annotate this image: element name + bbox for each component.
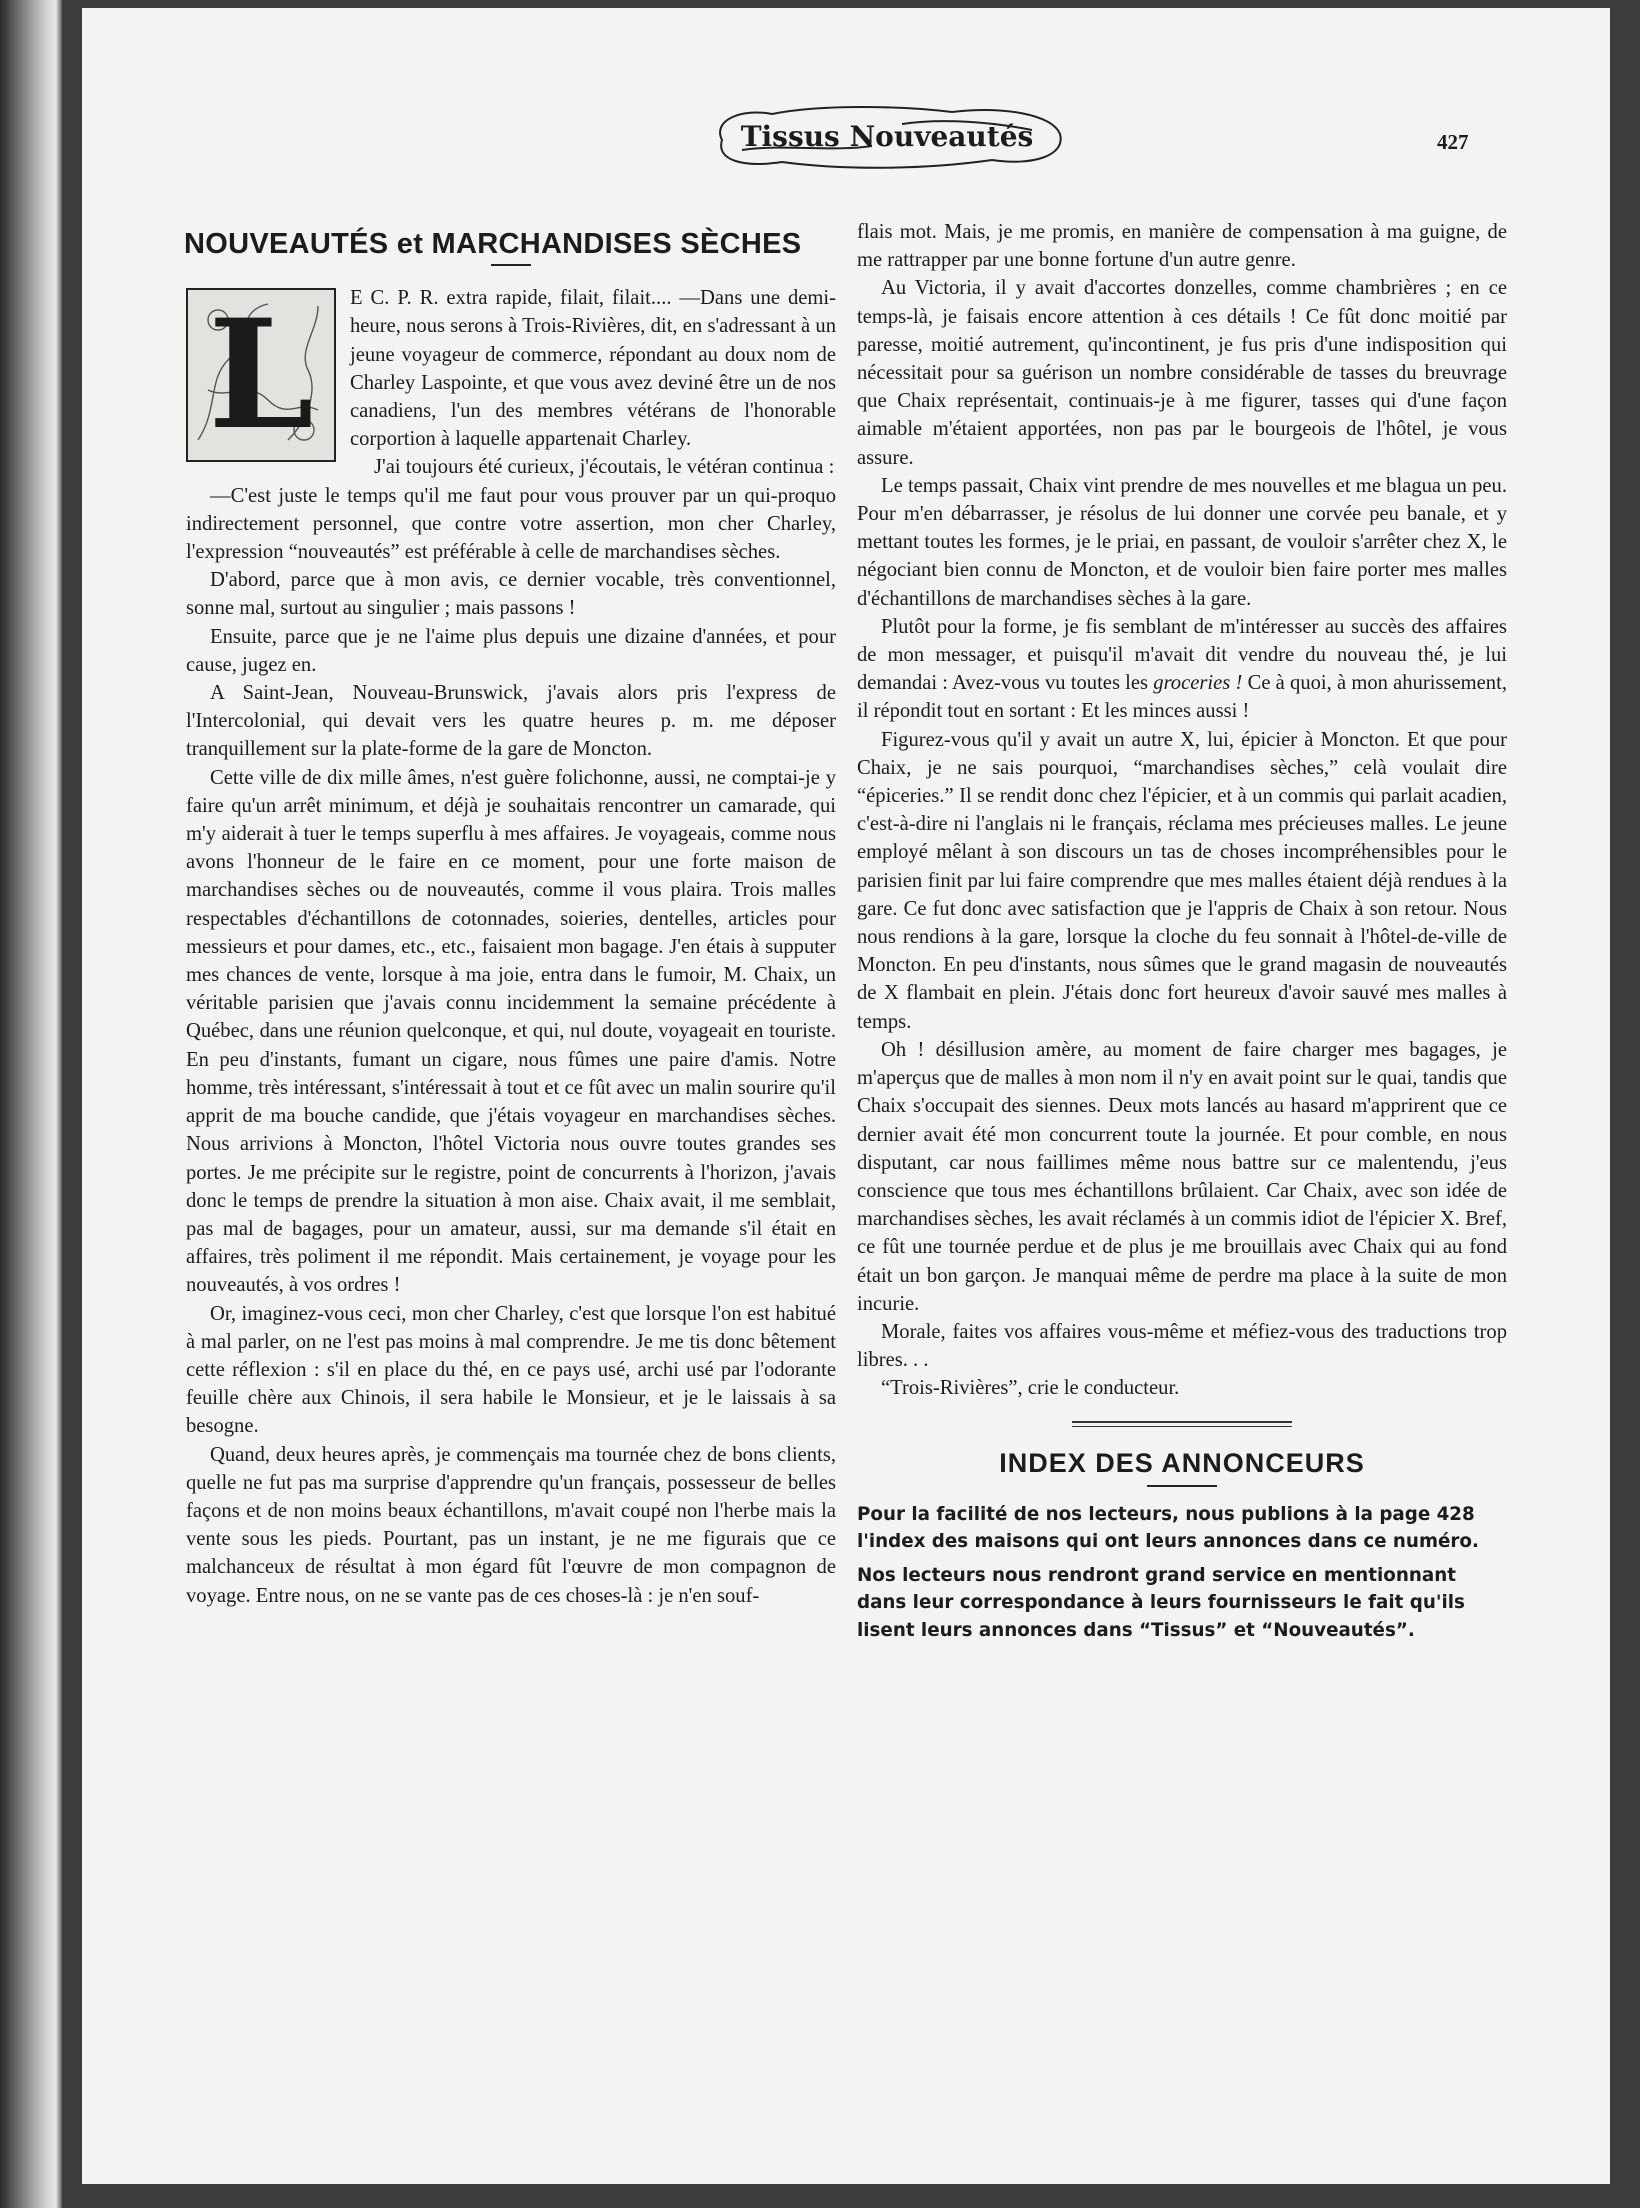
left-paragraph: D'abord, parce que à mon avis, ce dernier vocable, très conventionnel, sonne mal, surtout au singulier ; mais passons ! xyxy=(186,569,836,620)
paragraph-text: Ce à quoi, à mon ahurissement, il répondit tout en sortant : Et les minces aussi ! xyxy=(857,672,1507,723)
ornamental-dropcap xyxy=(186,288,336,462)
left-paragraph: Cette ville de dix mille âmes, n'est guère folichonne, aussi, ne comptai-je y faire qu'un arrêt minimum, et déjà je souhaitais rencontrer un camarade, qui m'y aiderait à tuer le temps superflu à mes affaires. Je voyageais, comme nous avons l'honneur de le faire en ce moment, pour une forte maison de marchandises sèches ou de nouveautés, comme il vous plaira. Trois malles respectables d'échantillons de cotonnades, soieries, dentelles, articles pour messieurs et pour dames, etc., etc., faisaient mon bagage. J'en étais à supputer mes chances de vente, lorsque à ma joie, entra dans le fumoir, M. Chaix, un véritable parisien que j'avais connu incidemment la semaine précédente à Québec, dans une réunion quelconque, et qui, nul doute, voyageait en touriste. En peu d'instants, fumant un cigare, nous fûmes une paire d'amis. Notre homme, très intéressant, s'intéressait à tout et ce fût avec un malin sourire qu'il apprit de ma bouche candide, que j'étais voyageur en marchandises sèches. Nous arrivions à Moncton, l'hôtel Victoria nous ouvre toutes grandes ses portes. Je me précipite sur le registre, point de concurrents à l'horizon, j'avais donc le temps de prendre la situation à mon aise. Chaix avait, il me semblait, pas mal de bagages, pour un amateur, aussi, sur ma demande s'il était en affaires, très poliment il me répondit. Mais certainement, je voyage pour les nouveautés, à vos ordres ! xyxy=(186,766,836,1297)
right-paragraph: Morale, faites vos affaires vous-même et méfiez-vous des traductions trop libres. . . xyxy=(857,1320,1507,1372)
index-divider xyxy=(1147,1485,1217,1487)
right-paragraph xyxy=(857,613,1507,726)
title-divider xyxy=(491,264,531,266)
left-paragraph: Quand, deux heures après, je commençais ma tournée chez de bons clients, quelle ne fut pas ma surprise d'apprendre qu'un français, possesseur de belles façons et de non moins beaux échantillons, m'avait coupé non l'herbe mais la vente sous les pieds. Pourtant, pas un instant, je ne me figurais que ce malchanceux de résultat à mon égard fût l'œuvre de mon compagnon de voyage. Entre nous, on ne se vante pas de ces choses-là : je n'en souf- xyxy=(186,1443,836,1607)
right-paragraph: Oh ! désillusion amère, au moment de faire charger mes bagages, je m'aperçus que de malles à mon nom il n'y en avait point sur le quai, tandis que Chaix s'occupait des siennes. Deux mots lancés au hasard m'apprirent que ce dernier avait été mon concurrent toute la journée. Et pour comble, en nous disputant, car nous faillimes même nous battre sur ce malentendu, j'eus conscience que tous mes échantillons brûlaient. Car Chaix, avec son idée de marchandises sèches, les avait réclamés à un commis idiot de l'épicier X. Bref, ce fût une tournée perdue et de plus je me brouillais avec Chaix qui au fond était un bon garçon. Je manquai même de perdre ma place à la suite de mon incurie. xyxy=(857,1038,1507,1315)
right-paragraph: “Trois-Rivières”, crie le conducteur. xyxy=(881,1377,1180,1400)
logo-text: Tissus Nouveautés xyxy=(740,120,1034,153)
page-number: 427 xyxy=(1437,130,1469,154)
article-end-divider xyxy=(1072,1421,1292,1427)
paragraph-text: Plutôt pour la forme, je fis semblant de m'intéresser au succès des affaires de mon messager, et puisqu'il m'avait dit vendre du nouveau thé, je lui demandai : Avez-vous vu toutes les xyxy=(857,615,1507,695)
scan-binding-edge xyxy=(0,0,62,2208)
right-paragraph: flais mot. Mais, je me promis, en manière de compensation à ma guigne, de me rattrapper par une bonne fortune d'un autre genre. xyxy=(857,221,1507,272)
left-paragraph: —C'est juste le temps qu'il me faut pour vous prouver par un qui-proquo indirectement personnel, que contre votre assertion, mon cher Charley, l'expression “nouveautés” est préférable à celle de marchandises sèches. xyxy=(186,484,836,564)
index-paragraph: Nos lecteurs nous rendront grand service en mentionnant dans leur correspondance à leurs fournisseurs le fait qu'ils lisent leurs annonces dans “Tissus” et “Nouveautés”. xyxy=(857,1564,1465,1641)
italic-word: groceries ! xyxy=(1153,672,1243,695)
left-paragraph: J'ai toujours été curieux, j'écoutais, le vétéran continua : xyxy=(374,456,835,479)
left-column xyxy=(186,218,836,1610)
right-paragraph: Figurez-vous qu'il y avait un autre X, lui, épicier à Moncton. Et que pour Chaix, je ne sais pourquoi, “marchandises sèches,” celà voulait dire “épiceries.” Il se rendit donc chez l'épicier, et à un commis qui parlait acadien, c'est-à-dire ni l'anglais ni le français, réclama mes précieuses malles. Le jeune employé mêlant à son discours un tas de choses incompréhensibles pour le parisien finit par lui faire comprendre que mes malles étaient déjà rendues à la gare. Ce fut donc avec satisfaction que je l'appris de Chaix à son retour. Nous nous rendions à la gare, lorsque la cloche du feu sonnait à l'hôtel-de-ville de Moncton. En peu d'instants, nous sûmes que le grand magasin de nouveautés de X flambait en plein. J'étais donc fort heureux d'avoir sauvé mes malles à temps. xyxy=(857,728,1507,1033)
article-title: NOUVEAUTÉS et MARCHANDISES SÈCHES xyxy=(184,228,802,260)
left-paragraph: A Saint-Jean, Nouveau-Brunswick, j'avais alors pris l'express de l'Intercolonial, qui devait vers les quatre heures p. m. me déposer tranquillement sur la plate-forme de la gare de Moncton. xyxy=(186,682,836,761)
index-title: INDEX DES ANNONCEURS xyxy=(999,1447,1365,1478)
left-paragraph: E C. P. R. extra rapide, filait, filait.... —Dans une demi-heure, nous serons à Trois-Rivières, dit, en s'adressant à un jeune voyageur de commerce, répondant au doux nom de Charley Laspointe, et que vous avez deviné être un de nos canadiens, l'un des membres vétérans de l'honorable corportion à laquelle appartenait Charley. xyxy=(350,287,836,451)
right-column xyxy=(857,218,1507,1644)
dropcap-letter: L xyxy=(208,287,314,464)
left-paragraph: Or, imaginez-vous ceci, mon cher Charley, c'est que lorsque l'on est habitué à mal parler, on ne l'est pas moins à mal comprendre. Je me tis donc bêtement cette réflexion : s'il en place du thé, en ce pays usé, archi usé par l'odorante feuille chère aux Chinois, il sera habile le Monsieur, et je le laissais à sa besogne. xyxy=(186,1302,836,1438)
document-page xyxy=(82,8,1610,2184)
index-notice xyxy=(857,1501,1507,1645)
index-paragraph: Pour la facilité de nos lecteurs, nous publions à la page 428 l'index des maisons qui ont leurs annonces dans ce numéro. xyxy=(857,1503,1479,1553)
tissus-nouveautes-logo xyxy=(702,100,1072,174)
right-paragraph: Au Victoria, il y avait d'accortes donzelles, comme chambrières ; en ce temps-là, je faisais encore attention à ces détails ! Ce fût donc moitié par paresse, moitié autrement, qu'incontinent, je fus pris d'une indisposition qui nécessitait pour sa guérison un nombre considérable de tasses du breuvrage que Chaix représentait, continuais-je à me figurer, tasses qui d'une façon aimable m'étaient apportées, non pas par le bourgeois de l'hôtel, je vous assure. xyxy=(857,277,1507,469)
left-paragraph: Ensuite, parce que je ne l'aime plus depuis une dizaine d'années, et pour cause, jugez en. xyxy=(186,625,836,676)
right-paragraph: Le temps passait, Chaix vint prendre de mes nouvelles et me blagua un peu. Pour m'en débarrasser, je résolus de lui donner une corvée peu banale, et y mettant toutes les formes, je le priai, en passant, de vouloir s'arrêter chez X, le négociant bien connu de Moncton, et de vouloir bien faire porter mes malles d'échantillons de marchandises sèches à la gare. xyxy=(857,474,1507,610)
